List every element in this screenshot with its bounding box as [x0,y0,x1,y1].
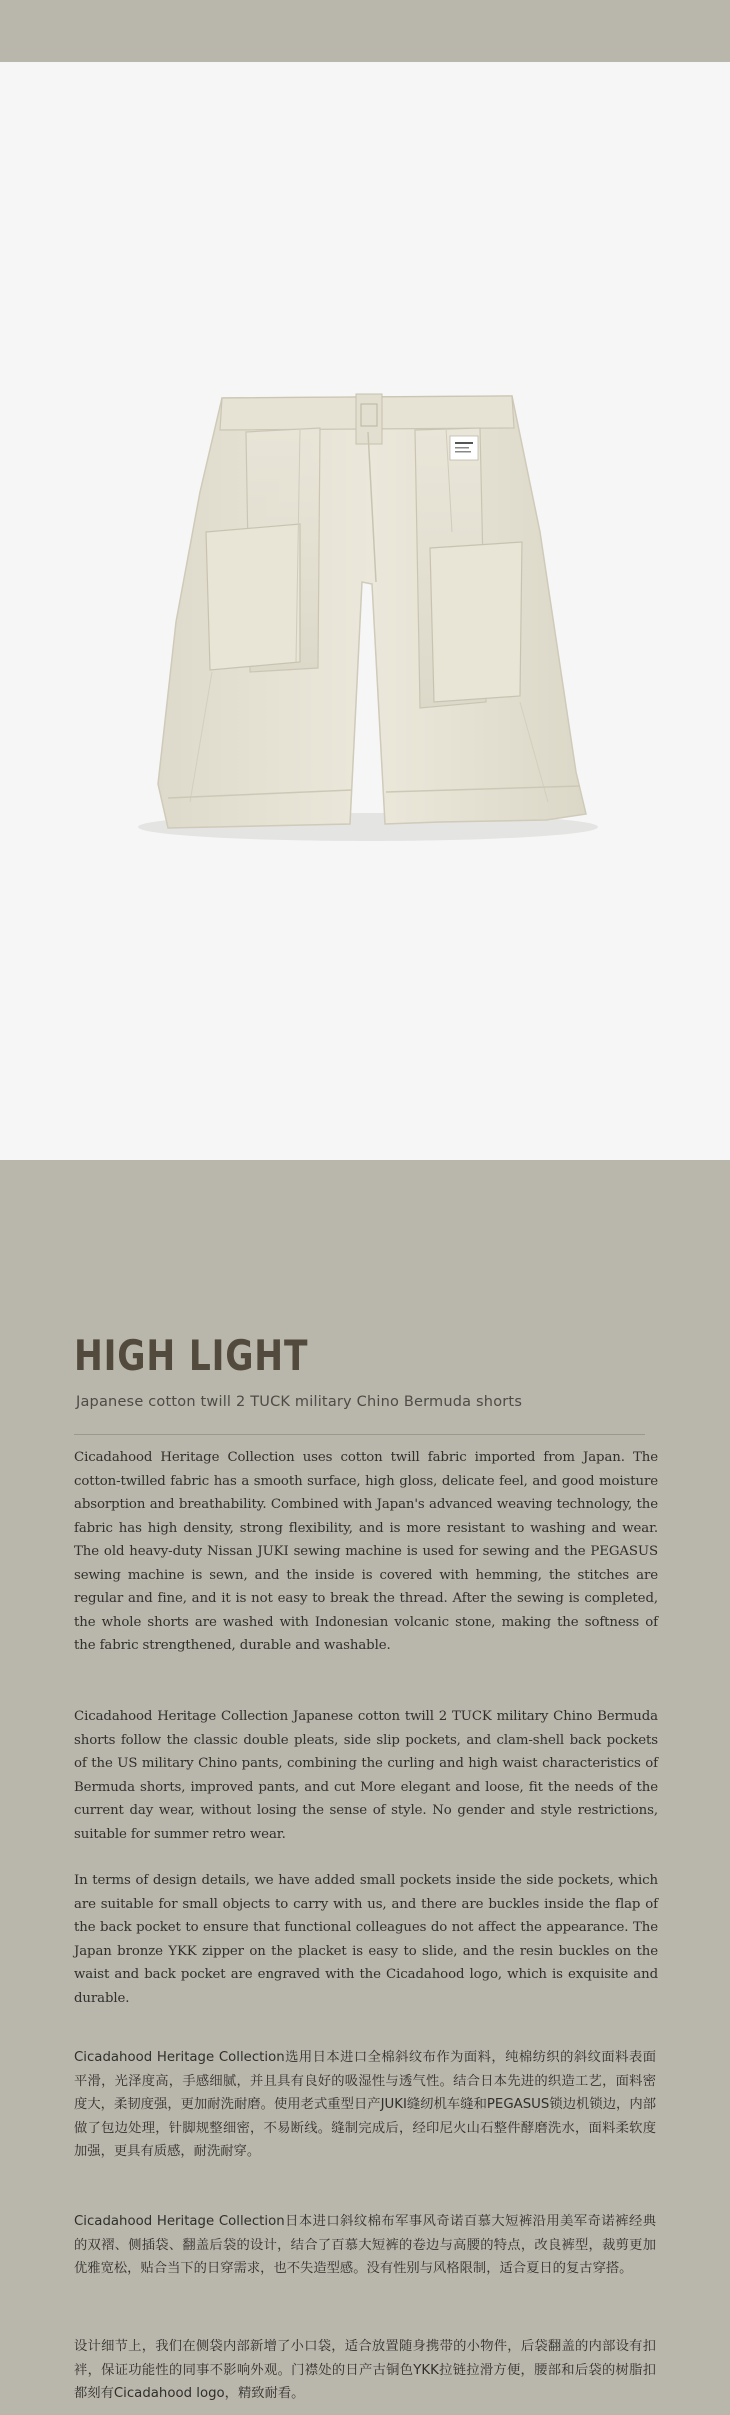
english-paragraph-2: Cicadahood Heritage Collection Japanese cotton twill 2 TUCK military Chino Bermuda shorts follow the classic double pleats, side slip pockets, and clam-shell back pockets of the US military Chino pants, combining the curling and high waist characteristics of Bermuda shorts, improved pants, and cut More elegant and loose, fit the needs of the current day wear, without losing the sense of style. No gender and style restrictions, suitable for summer retro wear. [74,1709,658,1842]
top-band [0,0,730,62]
highlight-title: HIGH LIGHT [74,1331,309,1380]
english-paragraph-3: In terms of design details, we have added small pockets inside the side pockets, which are suitable for small objects to carry with us, and there are buckles inside the flap of the back pocket to ensure that functional colleagues do not affect the appearance. The Japan bronze YKK zipper on the placket is easy to slide, and the resin buckles on the waist and back pocket are engraved with the Cicadahood logo, which is exquisite and durable. [74,1873,658,2006]
divider [74,1434,645,1435]
english-paragraph-1: Cicadahood Heritage Collection uses cotton twill fabric imported from Japan. The cotton-twilled fabric has a smooth surface, high gloss, delicate feel, and good moisture absorption and breathability. Combined with Japan's advanced weaving technology, the fabric has high density, strong flexibility, and is more resistant to washing and wear. The old heavy-duty Nissan JUKI sewing machine is used for sewing and the PEGASUS sewing machine is sewn, and the inside is covered with hemming, the stitches are regular and fine, and it is not easy to break the thread. After the sewing is completed, the whole shorts are washed with Indonesian volcanic stone, making the softness of the fabric strengthened, durable and washable. [74,1450,658,1653]
chinese-paragraph-2: Cicadahood Heritage Collection日本进口斜纹棉布军事风奇诺百慕大短裤沿用美军奇诺裤经典的双褶、侧插袋、翻盖后袋的设计，结合了百慕大短裤的卷边与高腰的特点，改良裤型，裁剪更加优雅宽松，贴合当下的日穿需求，也不失造型感。没有性别与风格限制，适合夏日的复古穿搭。 [74,2214,656,2277]
chinese-paragraph-3: 设计细节上，我们在侧袋内部新增了小口袋，适合放置随身携带的小物件，后袋翻盖的内部设有扣袢，保证功能性的同事不影响外观。门襟处的日产古铜色YKK拉链拉滑方便，腰部和后袋的树脂扣都刻有Cicadahood logo，精致耐看。 [74,2339,656,2402]
highlight-subtitle: Japanese cotton twill 2 TUCK military Chino Bermuda shorts [76,1394,523,1410]
bermuda-shorts-image [0,62,730,1160]
chinese-paragraph-1: Cicadahood Heritage Collection选用日本进口全棉斜纹布作为面料，纯棉纺织的斜纹面料表面平滑，光泽度高，手感细腻，并且具有良好的吸湿性与透气性。结合日本先进的织造工艺，面料密度大，柔韧度强，更加耐洗耐磨。使用老式重型日产JUKI缝纫机车缝和PEGASUS锁边机锁边，内部做了包边处理，针脚规整细密，不易断线。缝制完成后，经印尼火山石整件酵磨洗水，面料柔软度加强，更具有质感，耐洗耐穿。 [74,2050,656,2160]
product-photo [0,62,730,1160]
